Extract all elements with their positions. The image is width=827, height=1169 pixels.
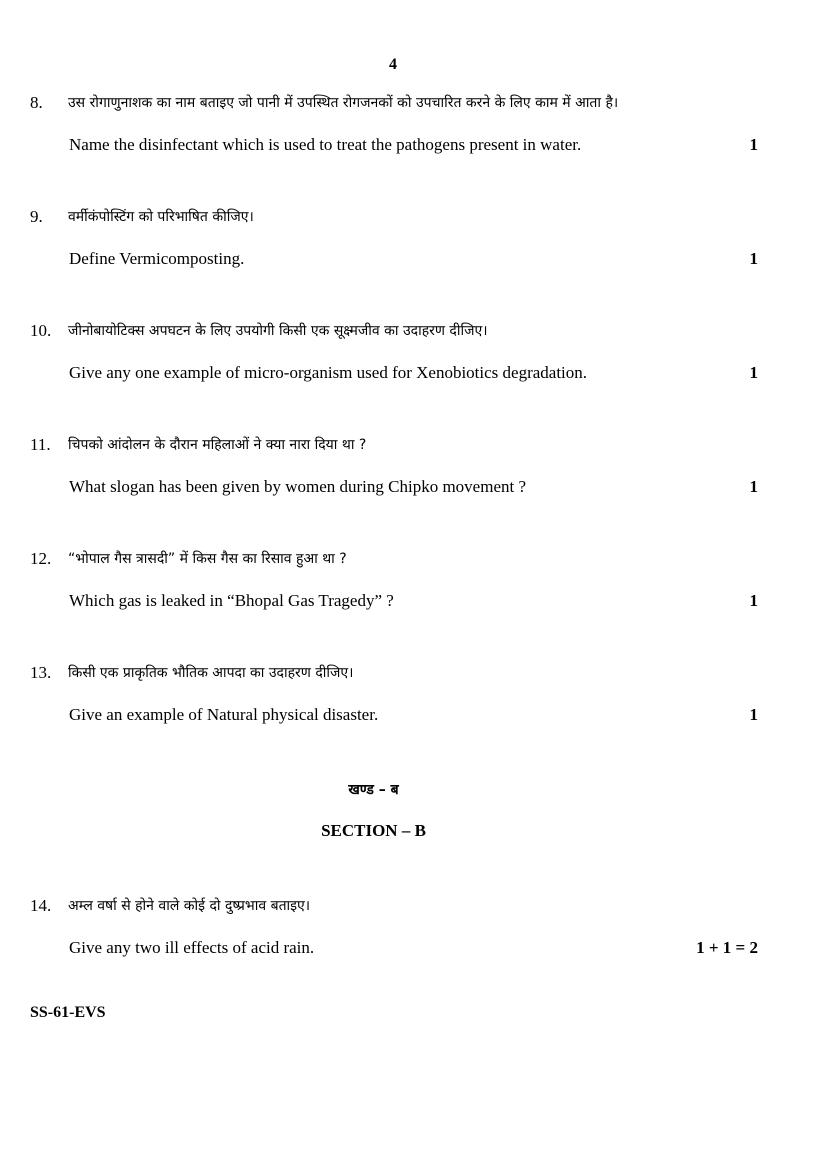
question-marks: 1 (749, 477, 758, 496)
question-11 (0, 434, 827, 514)
question-text-english: Give any two ill effects of acid rain. (69, 938, 315, 957)
question-text-hindi: “भोपाल गैस त्रासदी” में किस गैस का रिसाव हुआ था ? (68, 551, 347, 567)
question-number: 13. (30, 663, 52, 682)
question-number: 11. (30, 435, 51, 454)
question-text-hindi: जीनोबायोटिक्स अपघटन के लिए उपयोगी किसी एक सूक्ष्मजीव का उदाहरण दीजिए। (68, 323, 488, 339)
section-heading-hindi: खण्ड – ब (348, 782, 399, 798)
question-number: 10. (30, 321, 52, 340)
question-number: 14. (30, 896, 52, 915)
question-number: 8. (30, 93, 43, 112)
question-text-hindi: उस रोगाणुनाशक का नाम बताइए जो पानी में उपस्थित रोगजनकों को उपचारित करने के लिए काम में आता है। (68, 95, 619, 111)
question-marks: 1 + 1 = 2 (696, 938, 758, 957)
question-13 (0, 662, 827, 742)
question-text-hindi: वर्मीकंपोस्टिंग को परिभाषित कीजिए। (68, 209, 254, 225)
question-text-hindi: अम्ल वर्षा से होने वाले कोई दो दुष्प्रभाव बताइए। (68, 898, 311, 914)
question-marks: 1 (749, 363, 758, 382)
question-number: 9. (30, 207, 43, 226)
question-number: 12. (30, 549, 52, 568)
question-12 (0, 548, 827, 628)
question-marks: 1 (749, 705, 758, 724)
question-text-hindi: किसी एक प्राकृतिक भौतिक आपदा का उदाहरण दीजिए। (68, 665, 354, 681)
question-text-english: Define Vermicomposting. (69, 249, 245, 268)
question-text-english: Name the disinfectant which is used to treat the pathogens present in water. (69, 135, 582, 154)
question-10 (0, 320, 827, 400)
question-marks: 1 (749, 249, 758, 268)
paper-code: SS-61-EVS (30, 1004, 106, 1021)
question-text-english: Give any one example of micro-organism used for Xenobiotics degradation. (69, 363, 588, 382)
question-text-english: Give an example of Natural physical disaster. (69, 705, 379, 724)
question-text-hindi: चिपको आंदोलन के दौरान महिलाओं ने क्या नारा दिया था ? (68, 437, 367, 453)
question-14 (0, 895, 827, 975)
question-marks: 1 (749, 591, 758, 610)
page-number: 4 (389, 56, 397, 73)
question-marks: 1 (749, 135, 758, 154)
question-9 (0, 206, 827, 286)
section-heading-english: SECTION – B (321, 821, 426, 840)
question-8 (0, 92, 827, 172)
question-text-english: Which gas is leaked in “Bhopal Gas Tragedy” ? (69, 591, 394, 610)
question-text-english: What slogan has been given by women during Chipko movement ? (69, 477, 527, 496)
